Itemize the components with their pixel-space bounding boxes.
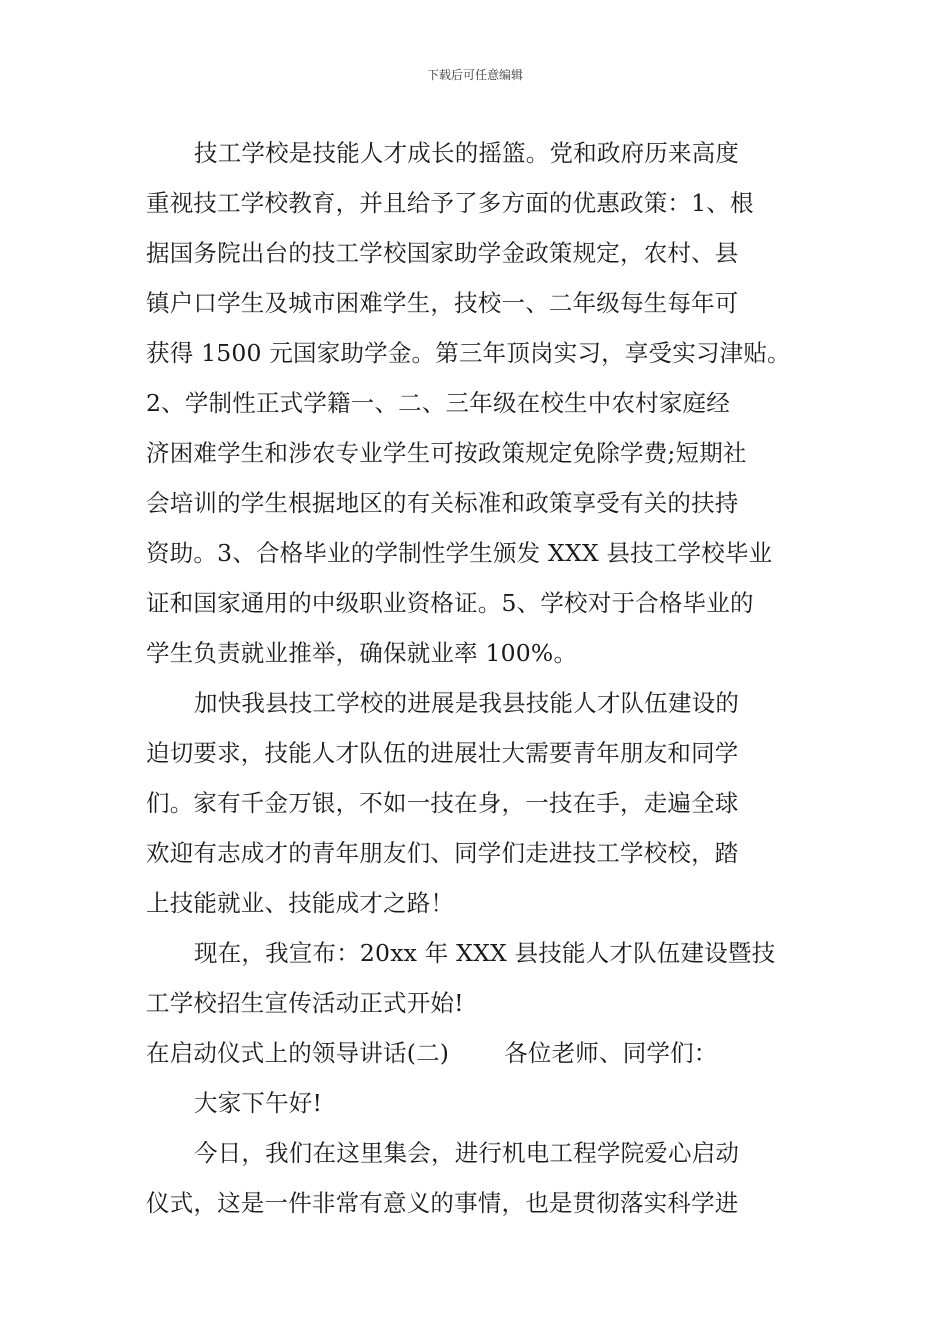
text-line: 今日，我们在这里集会，进行机电工程学院爱心启动	[194, 1139, 740, 1167]
text-line: 工学校招生宣传活动正式开始!	[146, 989, 464, 1017]
document-body	[146, 128, 818, 1228]
text-line: 重视技工学校教育，并且给予了多方面的优惠政策：1、根	[146, 189, 754, 217]
text-line: 现在，我宣布：20xx 年 XXX 县技能人才队伍建设暨技	[194, 939, 776, 967]
text-line: 们。家有千金万银，不如一技在身，一技在手，走遍全球	[146, 789, 739, 817]
text-line: 镇户口学生及城市困难学生，技校一、二年级每生每年可	[146, 289, 739, 317]
page-header: 下载后可任意编辑	[426, 68, 523, 82]
text-line: 资助。3、合格毕业的学制性学生颁发 XXX 县技工学校毕业	[146, 539, 773, 567]
text-line: 证和国家通用的中级职业资格证。5、学校对于合格毕业的	[146, 589, 754, 617]
text-line: 上技能就业、技能成才之路！	[146, 889, 455, 917]
text-line: 迫切要求，技能人才队伍的进展壮大需要青年朋友和同学	[146, 739, 739, 767]
text-line: 加快我县技工学校的进展是我县技能人才队伍建设的	[194, 689, 740, 717]
text-line: 仪式，这是一件非常有意义的事情，也是贯彻落实科学进	[146, 1189, 739, 1217]
section-heading-line: 在启动仪式上的领导讲话(二) 各位老师、同学们：	[146, 1039, 718, 1067]
text-line: 欢迎有志成才的青年朋友们、同学们走进技工学校校，踏	[146, 839, 739, 867]
text-line: 据国务院出台的技工学校国家助学金政策规定，农村、县	[146, 239, 739, 267]
greeting-line: 大家下午好!	[194, 1089, 323, 1117]
text-line: 2、学制性正式学籍一、二、三年级在校生中农村家庭经	[146, 389, 730, 417]
text-line: 会培训的学生根据地区的有关标准和政策享受有关的扶持	[146, 489, 739, 517]
text-line: 获得 1500 元国家助学金。第三年顶岗实习，享受实习津贴。	[146, 339, 791, 367]
text-line: 技工学校是技能人才成长的摇篮。党和政府历来高度	[194, 139, 740, 167]
text-line: 济困难学生和涉农专业学生可按政策规定免除学费;短期社	[146, 439, 747, 467]
text-line: 学生负责就业推举，确保就业率 100%。	[146, 639, 578, 667]
